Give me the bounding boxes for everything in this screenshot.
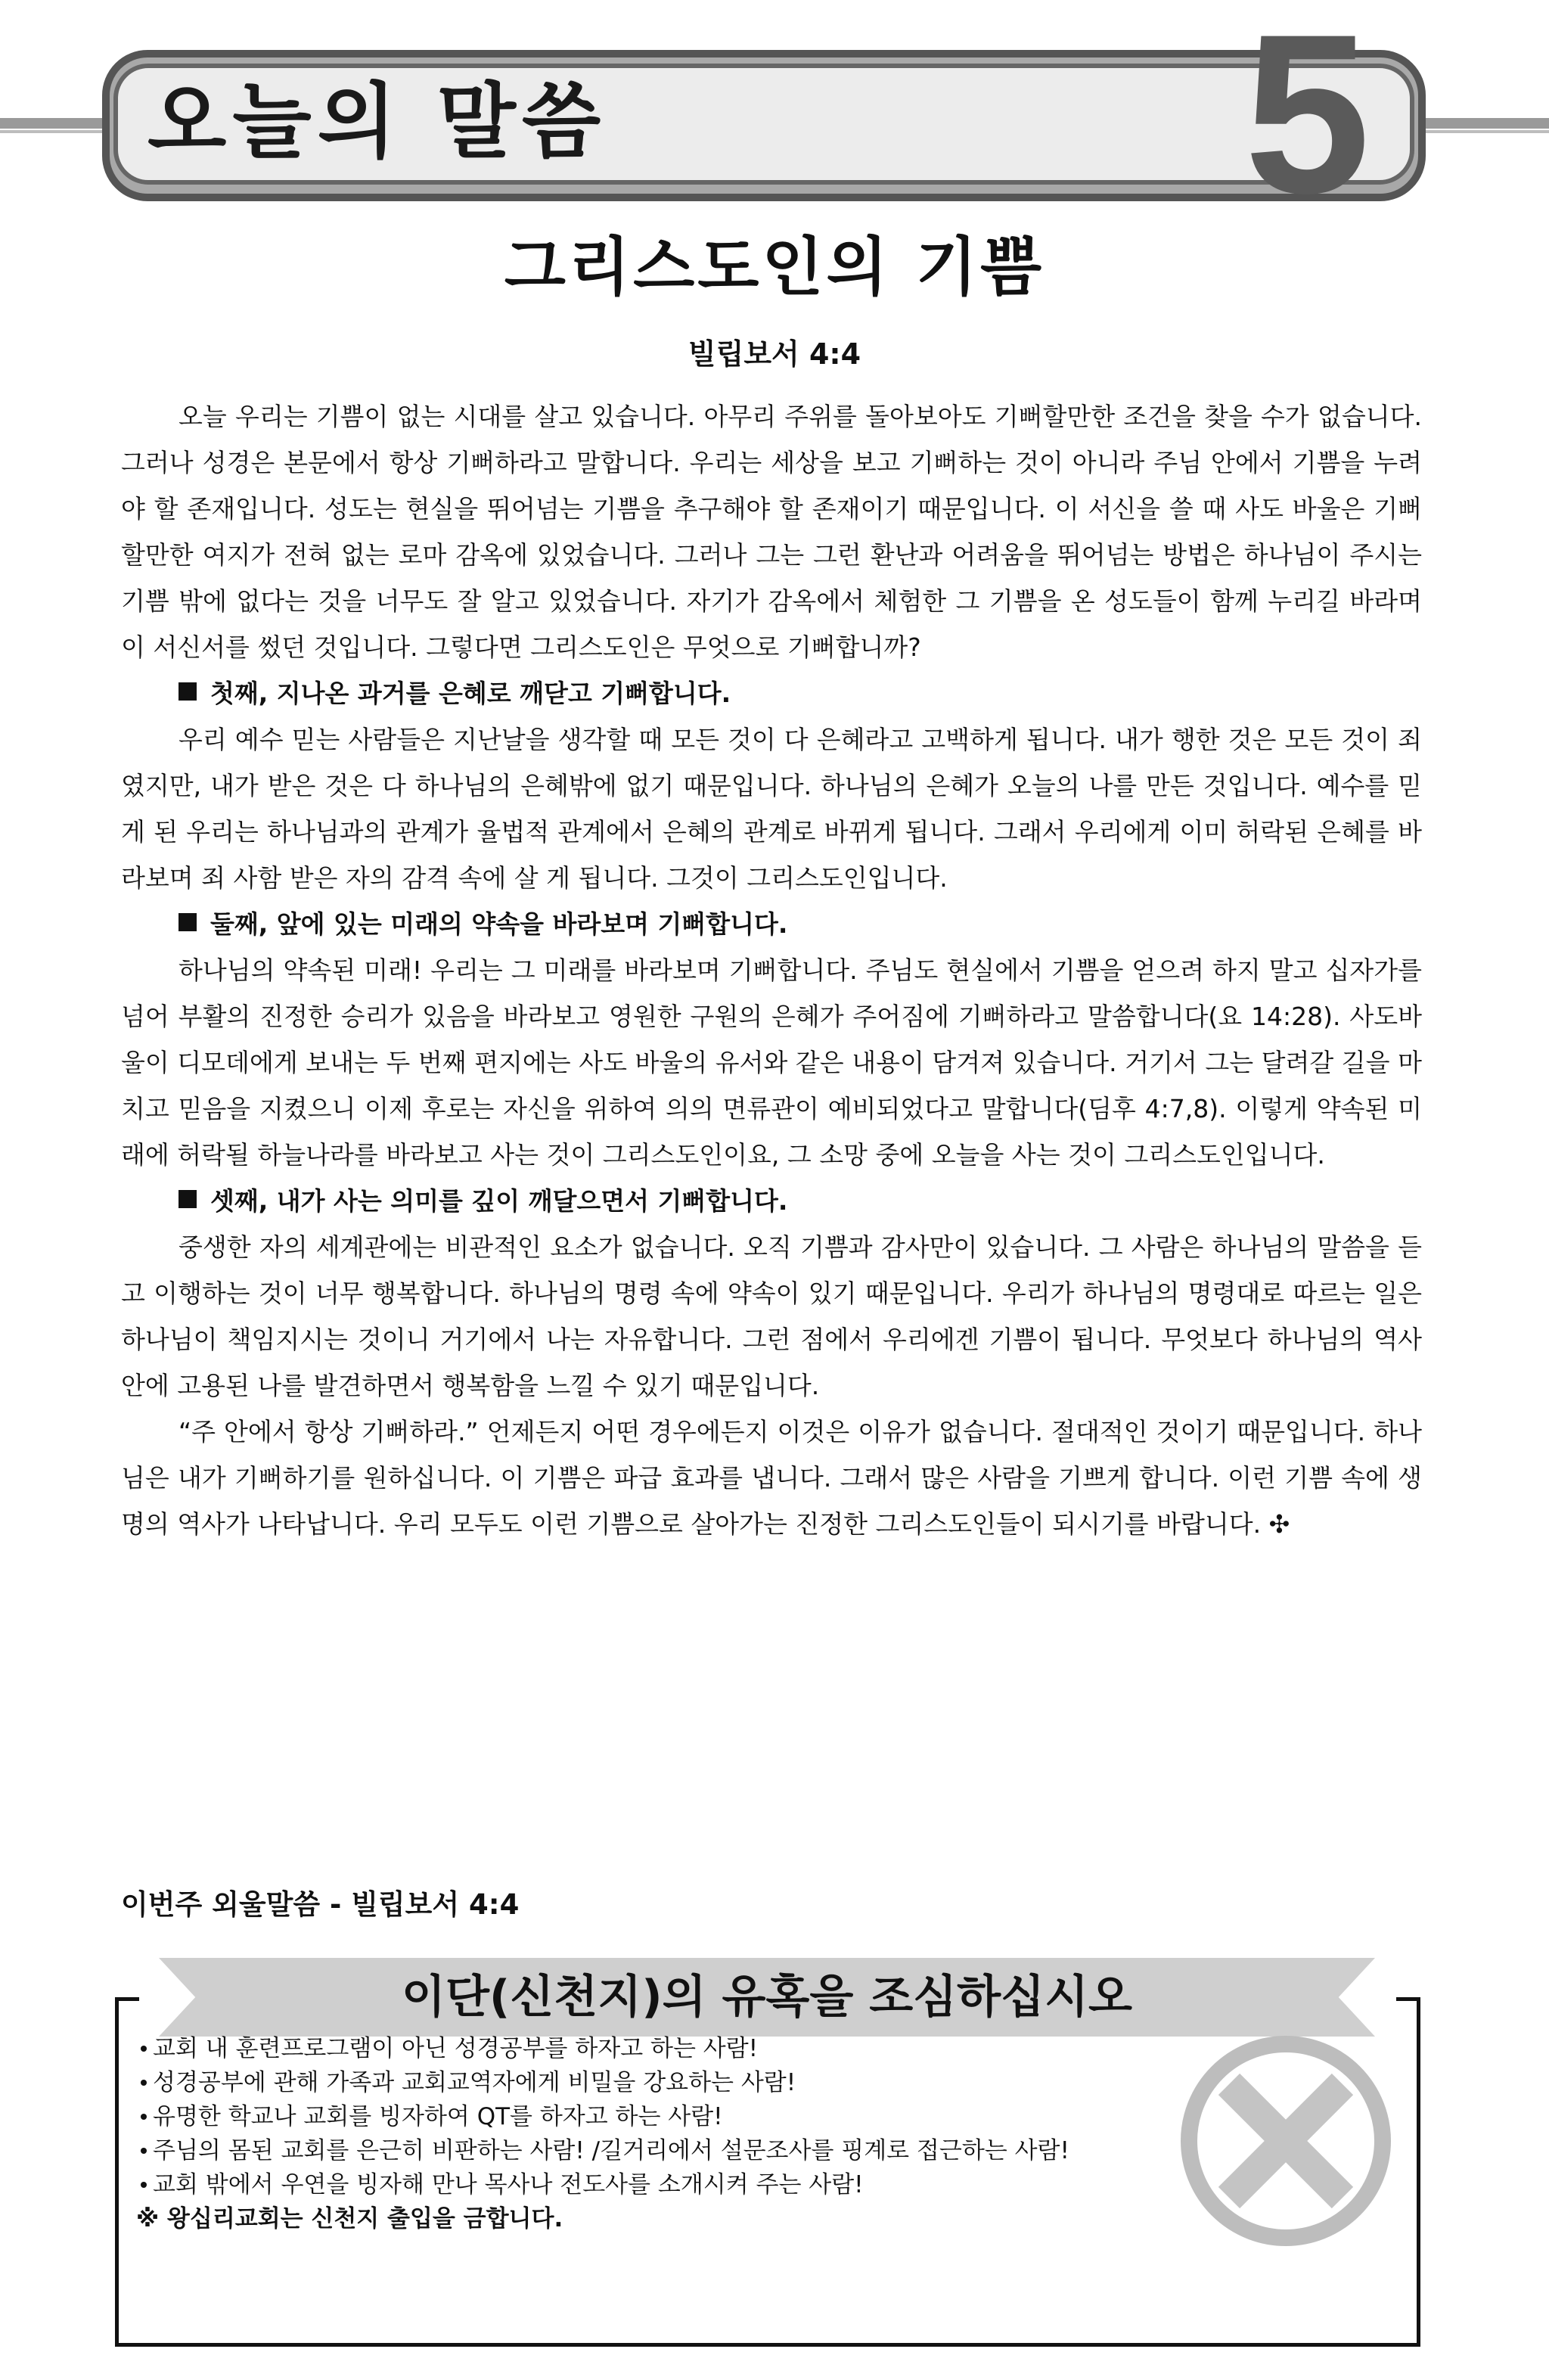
warning-box-corner — [1396, 1997, 1420, 2001]
point-heading-text: 둘째, 앞에 있는 미래의 약속을 바라보며 기뻐합니다. — [210, 909, 788, 939]
bullet-icon — [141, 2148, 147, 2154]
point-paragraph-1: 우리 예수 믿는 사람들은 지난날을 생각할 때 모든 것이 다 은혜라고 고백하게 됩니다. 내가 행한 것은 모든 것이 죄였지만, 내가 받은 것은 다 하나님의 은혜밖에 없기 때문입니다. 하나님의 은혜가 오늘의 나를 만든 것입니다. 예수를 믿게 된 우리는 하나님과의 관계가 율법적 관계에서 은혜의 관계로 바뀌게 됩니다. 그래서 우리에게 이미 허락된 은혜를 바라보며 죄 사함 받은 자의 감격 속에 살 게 됩니다. 그것이 그리스도인입니다. — [121, 725, 1422, 893]
warning-item-text: 주님의 몸된 교회를 은근히 비판하는 사람! /길거리에서 설문조사를 핑계로 접근하는 사람! — [153, 2137, 1069, 2164]
bullet-icon — [141, 2114, 147, 2120]
square-bullet-icon — [178, 913, 197, 931]
point-heading-1 — [121, 670, 1422, 716]
scripture-reference: 빌립보서 4:4 — [688, 337, 861, 371]
warning-list — [136, 2032, 1361, 2236]
page-number: 5 — [1244, 0, 1371, 241]
list-item — [136, 2100, 1361, 2134]
list-item — [136, 2134, 1361, 2168]
sermon-body — [121, 393, 1422, 1547]
point-paragraph-2: 하나님의 약속된 미래! 우리는 그 미래를 바라보며 기뻐합니다. 주님도 현실에서 기쁨을 얻으려 하지 말고 십자가를 넘어 부활의 진정한 승리가 있음을 바라보고 영원한 구원의 은혜가 주어짐에 기뻐하라고 말씀합니다(요 14:28). 사도바울이 디모데에게 보내는 두 번째 편지에는 사도 바울의 유서와 같은 내용이 담겨져 있습니다. 거기서 그는 달려갈 길을 마치고 믿음을 지켰으니 이제 후로는 자신을 위하여 의의 면류관이 예비되었다고 말합니다(딤후 4:7,8). 이렇게 약속된 미래에 허락될 하늘나라를 바라보고 사는 것이 그리스도인이요, 그 소망 중에 오늘을 사는 것이 그리스도인입니다. — [121, 955, 1422, 1170]
square-bullet-icon — [178, 682, 197, 701]
point-heading-3 — [121, 1178, 1422, 1224]
point-heading-text: 셋째, 내가 사는 의미를 깊이 깨달으면서 기뻐합니다. — [210, 1186, 788, 1216]
list-item — [136, 2066, 1361, 2100]
bullet-icon — [141, 2080, 147, 2086]
point-heading-text: 첫째, 지나온 과거를 은혜로 깨닫고 기뻐합니다. — [210, 679, 731, 708]
conclusion-paragraph: “주 안에서 항상 기뻐하라.” 언제든지 어떤 경우에든지 이것은 이유가 없습니다. 절대적인 것이기 때문입니다. 하나님은 내가 기뻐하기를 원하십니다. 이 기쁨은 파급 효과를 냅니다. 그래서 많은 사람을 기쁘게 합니다. 이런 기쁨 속에 생명의 역사가 나타납니다. 우리 모두도 이런 기쁨으로 살아가는 진정한 그리스도인들이 되시기를 바랍니다. ✣ — [121, 1417, 1422, 1539]
square-bullet-icon — [178, 1190, 197, 1208]
memory-verse: 이번주 외울말씀 - 빌립보서 4:4 — [121, 1888, 520, 1921]
warning-item-text: 유명한 학교나 교회를 빙자하여 QT를 하자고 하는 사람! — [153, 2103, 723, 2130]
bullet-icon — [141, 2182, 147, 2188]
warning-note: ※ 왕십리교회는 신천지 출입을 금합니다. — [136, 2205, 563, 2232]
bullet-icon — [141, 2046, 147, 2052]
warning-box-corner — [115, 1997, 139, 2001]
point-heading-2 — [121, 901, 1422, 947]
sermon-title: 그리스도인의 기쁨 — [504, 230, 1045, 304]
list-item — [136, 2168, 1361, 2202]
warning-item-text: 교회 밖에서 우연을 빙자해 만나 목사나 전도사를 소개시켜 주는 사람! — [153, 2171, 864, 2198]
intro-paragraph: 오늘 우리는 기쁨이 없는 시대를 살고 있습니다. 아무리 주위를 돌아보아도 기뻐할만한 조건을 찾을 수가 없습니다. 그러나 성경은 본문에서 항상 기뻐하라고 말합니다. 우리는 세상을 보고 기뻐하는 것이 아니라 주님 안에서 기쁨을 누려야 할 존재입니다. 성도는 현실을 뛰어넘는 기쁨을 추구해야 할 존재이기 때문입니다. 이 서신을 쓸 때 사도 바울은 기뻐할만한 여지가 전혀 없는 로마 감옥에 있었습니다. 그러나 그는 그런 환난과 어려움을 뛰어넘는 방법은 하나님이 주시는 기쁨 밖에 없다는 것을 너무도 잘 알고 있었습니다. 자기가 감옥에서 체험한 그 기쁨을 온 성도들이 함께 누리길 바라며 이 서신서를 썼던 것입니다. 그렇다면 그리스도인은 무엇으로 기뻐합니까? — [121, 402, 1422, 662]
section-title: 오늘의 말씀 — [147, 75, 607, 169]
warning-item-text: 성경공부에 관해 가족과 교회교역자에게 비밀을 강요하는 사람! — [153, 2069, 796, 2096]
warning-item-text: 교회 내 훈련프로그램이 아닌 성경공부를 하자고 하는 사람! — [153, 2035, 759, 2062]
warning-title: 이단(신천지)의 유혹을 조심하십시오 — [401, 1971, 1133, 2024]
point-paragraph-3: 중생한 자의 세계관에는 비관적인 요소가 없습니다. 오직 기쁨과 감사만이 있습니다. 그 사람은 하나님의 말씀을 듣고 이행하는 것이 너무 행복합니다. 하나님의 명령 속에 약속이 있기 때문입니다. 우리가 하나님의 명령대로 따르는 일은 하나님이 책임지시는 것이니 거기에서 나는 자유합니다. 그런 점에서 우리에겐 기쁨이 됩니다. 무엇보다 하나님의 역사 안에 고용된 나를 발견하면서 행복함을 느낄 수 있기 때문입니다. — [121, 1232, 1422, 1400]
list-item — [136, 2032, 1361, 2066]
